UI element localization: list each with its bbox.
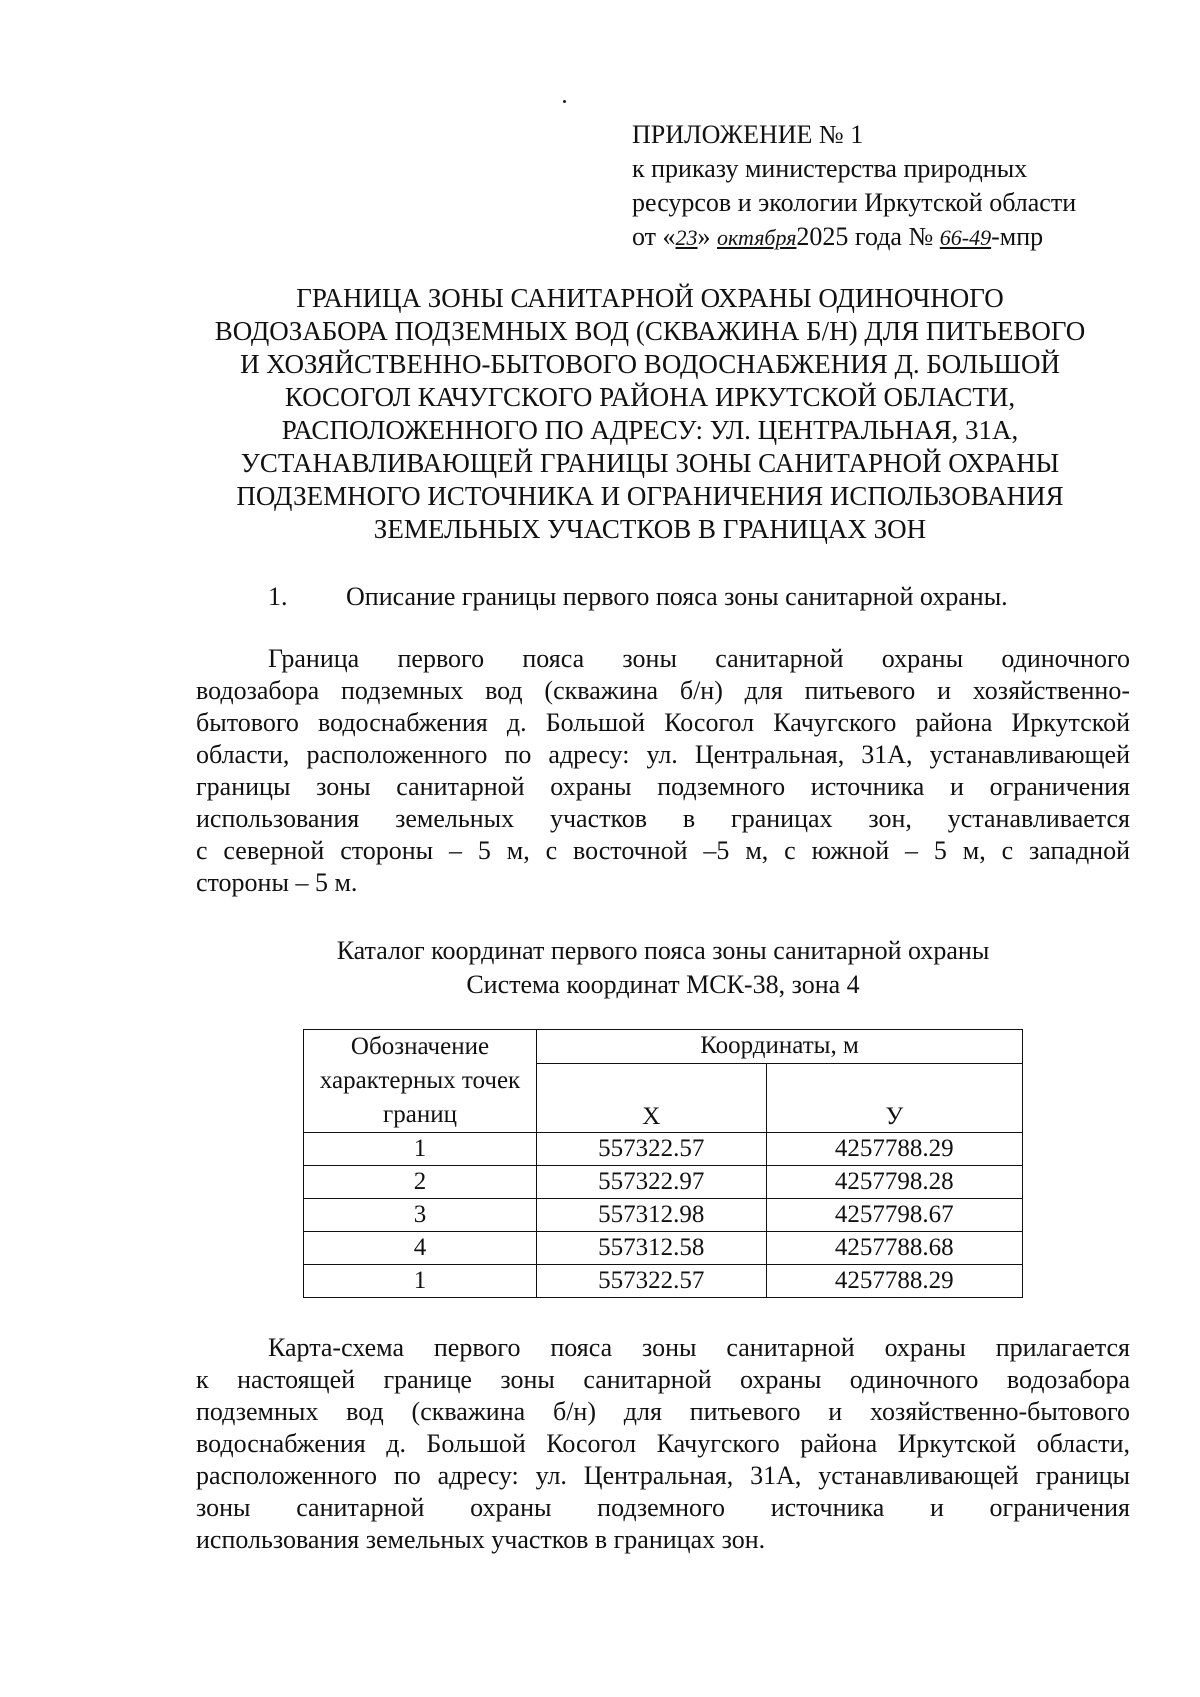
caption-line-1: Каталог координат первого пояса зоны санитарной охраны [336, 936, 990, 965]
cell-y: 4257788.29 [766, 1133, 1022, 1166]
paragraph-line: границы зоны санитарной охраны подземного источника и ограничения [196, 772, 1130, 801]
date-mid: » [697, 222, 711, 251]
cell-x: 557312.98 [537, 1199, 767, 1232]
cell-x: 557322.57 [537, 1265, 767, 1298]
appendix-date-line [632, 220, 1152, 255]
paragraph-boundary-description [196, 643, 1130, 899]
paragraph-line: использования земельных участков в границах зон, устанавливается [196, 804, 1130, 833]
scan-speck [563, 100, 566, 103]
cell-y: 4257798.28 [766, 1166, 1022, 1199]
cell-point: 2 [304, 1166, 537, 1199]
date-month: октября [717, 225, 797, 250]
paragraph-line: водоснабжения д. Большой Косогол Качугского района Иркутской области, [196, 1429, 1130, 1458]
paragraph-line: водозабора подземных вод (скважина б/н) для питьевого и хозяйственно- [196, 676, 1130, 705]
cell-y: 4257798.67 [766, 1199, 1022, 1232]
title-line: И ХОЗЯЙСТВЕННО-БЫТОВОГО ВОДОСНАБЖЕНИЯ Д. БОЛЬШОЙ [240, 349, 1060, 379]
title-line: РАСПОЛОЖЕННОГО ПО АДРЕСУ: УЛ. ЦЕНТРАЛЬНАЯ, 31А, [281, 415, 1019, 445]
table-header-row [304, 1030, 1023, 1064]
header-coordinates: Координаты, м [537, 1030, 1023, 1064]
paragraph-line: Граница первого пояса зоны санитарной охраны одиночного [268, 644, 1130, 673]
cell-point: 1 [304, 1265, 537, 1298]
header-y: У [766, 1063, 1022, 1132]
date-day: 23 [675, 225, 698, 250]
cell-y: 4257788.29 [766, 1265, 1022, 1298]
paragraph-line: использования земельных участков в границах зон. [196, 1525, 766, 1554]
paragraph-line: с северной стороны – 5 м, с восточной –5 м, с южной – 5 м, с западной [196, 836, 1130, 865]
cell-point: 4 [304, 1232, 537, 1265]
table-row [304, 1265, 1023, 1298]
paragraph-line: расположенного по адресу: ул. Центральная, 31А, устанавливающей границы [196, 1461, 1130, 1490]
paragraph-map-reference [196, 1332, 1130, 1556]
table-row [304, 1133, 1023, 1166]
table-row [304, 1232, 1023, 1265]
cell-x: 557322.57 [537, 1133, 767, 1166]
paragraph-line: бытового водоснабжения д. Большой Косогол Качугского района Иркутской [196, 708, 1130, 737]
paragraph-line: подземных вод (скважина б/н) для питьевого и хозяйственно-бытового [196, 1397, 1130, 1426]
section-number: 1. [268, 582, 288, 611]
title-line: КОСОГОЛ КАЧУГСКОГО РАЙОНА ИРКУТСКОЙ ОБЛАСТИ, [284, 382, 1016, 412]
table-row [304, 1166, 1023, 1199]
date-prefix: от « [632, 222, 676, 251]
title-line: ПОДЗЕМНОГО ИСТОЧНИКА И ОГРАНИЧЕНИЯ ИСПОЛЬЗОВАНИЯ [236, 481, 1064, 511]
order-number: 66-49 [939, 225, 992, 250]
table-caption [196, 934, 1130, 1002]
appendix-header [632, 118, 1152, 255]
header-designation: Обозначение характерных точек границ [304, 1030, 537, 1133]
paragraph-line: стороны – 5 м. [196, 868, 358, 897]
title-line: УСТАНАВЛИВАЮЩЕЙ ГРАНИЦЫ ЗОНЫ САНИТАРНОЙ ОХРАНЫ [240, 448, 1060, 478]
title-line: ГРАНИЦА ЗОНЫ САНИТАРНОЙ ОХРАНЫ ОДИНОЧНОГО [296, 283, 1004, 313]
coordinates-table [303, 1029, 1023, 1298]
paragraph-line: области, расположенного по адресу: ул. Центральная, 31А, устанавливающей [196, 740, 1130, 769]
appendix-line-3: ресурсов и экологии Иркутской области [632, 188, 1077, 217]
cell-x: 557322.97 [537, 1166, 767, 1199]
cell-point: 3 [304, 1199, 537, 1232]
caption-line-2: Система координат МСК-38, зона 4 [466, 970, 860, 999]
section-heading [268, 580, 1008, 614]
order-suffix: -мпр [991, 222, 1044, 251]
cell-y: 4257788.68 [766, 1232, 1022, 1265]
section-title: Описание границы первого пояса зоны санитарной охраны. [346, 582, 1008, 611]
paragraph-line: к настоящей границе зоны санитарной охраны одиночного водозабора [196, 1365, 1130, 1394]
date-year: 2025 года № [796, 222, 934, 251]
table-row [304, 1199, 1023, 1232]
paragraph-line: Карта-схема первого пояса зоны санитарной охраны прилагается [268, 1333, 1130, 1362]
title-line: ВОДОЗАБОРА ПОДЗЕМНЫХ ВОД (СКВАЖИНА Б/Н) ДЛЯ ПИТЬЕВОГО [214, 316, 1086, 346]
paragraph-line: зоны санитарной охраны подземного источника и ограничения [196, 1493, 1130, 1522]
appendix-title: ПРИЛОЖЕНИЕ № 1 [632, 120, 864, 149]
title-line: ЗЕМЕЛЬНЫХ УЧАСТКОВ В ГРАНИЦАХ ЗОН [373, 514, 927, 544]
appendix-line-2: к приказу министерства природных [632, 154, 1028, 183]
header-x: X [537, 1063, 767, 1132]
cell-point: 1 [304, 1133, 537, 1166]
cell-x: 557312.58 [537, 1232, 767, 1265]
document-title [190, 282, 1110, 546]
